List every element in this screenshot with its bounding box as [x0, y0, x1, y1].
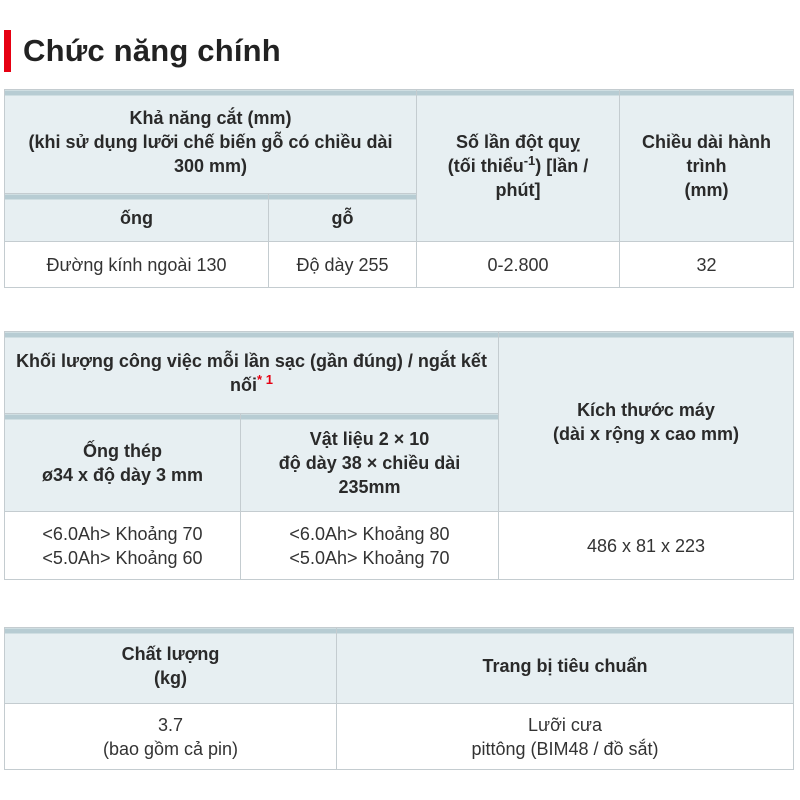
cell-weight-value: 3.7 (bao gồm cả pin) — [5, 704, 337, 770]
header-strokes-sup: -1 — [523, 152, 536, 168]
cell-steel-value: <6.0Ah> Khoảng 70 <5.0Ah> Khoảng 60 — [5, 512, 241, 580]
cell-length-value: 32 — [620, 242, 794, 288]
header-wood: gỗ — [269, 194, 417, 242]
header-work-volume-text: Khối lượng công việc mỗi lần sạc (gần đúng) / ngắt kết nối — [16, 350, 487, 395]
cell-wood-value: Độ dày 255 — [269, 242, 417, 288]
header-standard-equipment: Trang bị tiêu chuẩn — [337, 628, 794, 704]
cell-strokes-value: 0-2.800 — [417, 242, 620, 288]
header-dimensions: Kích thước máy (dài x rộng x cao mm) — [499, 332, 794, 512]
header-strokes-line2a: (tối thiểu — [447, 155, 524, 176]
accent-bar — [4, 30, 11, 72]
cell-pipe-value: Đường kính ngoài 130 — [5, 242, 269, 288]
section-header — [4, 30, 281, 72]
cell-dimensions-value: 486 x 81 x 223 — [499, 512, 794, 580]
header-steel-pipe: Ống thép ø34 x độ dày 3 mm — [5, 414, 241, 512]
cell-equipment-value: Lưỡi cưa pittông (BIM48 / đồ sắt) — [337, 704, 794, 770]
footnote-mark: * 1 — [257, 371, 273, 387]
header-weight: Chất lượng (kg) — [5, 628, 337, 704]
page-title: Chức năng chính — [23, 33, 281, 68]
header-cutting-capacity: Khả năng cắt (mm) (khi sử dụng lưỡi chế biến gỗ có chiều dài 300 mm) — [5, 90, 417, 194]
spec-table-weight — [4, 627, 794, 770]
header-strokes — [417, 90, 620, 242]
header-stroke-length: Chiều dài hành trình (mm) — [620, 90, 794, 242]
header-work-volume — [5, 332, 499, 414]
header-strokes-line2b: ) [lần / phút] — [495, 155, 589, 200]
cell-material-value: <6.0Ah> Khoảng 80 <5.0Ah> Khoảng 70 — [241, 512, 499, 580]
header-material: Vật liệu 2 × 10 độ dày 38 × chiều dài 235mm — [241, 414, 499, 512]
header-pipe: ống — [5, 194, 269, 242]
spec-table-work — [4, 331, 794, 580]
spec-table-cutting — [4, 89, 794, 288]
header-strokes-line1: Số lần đột quỵ — [456, 131, 581, 152]
